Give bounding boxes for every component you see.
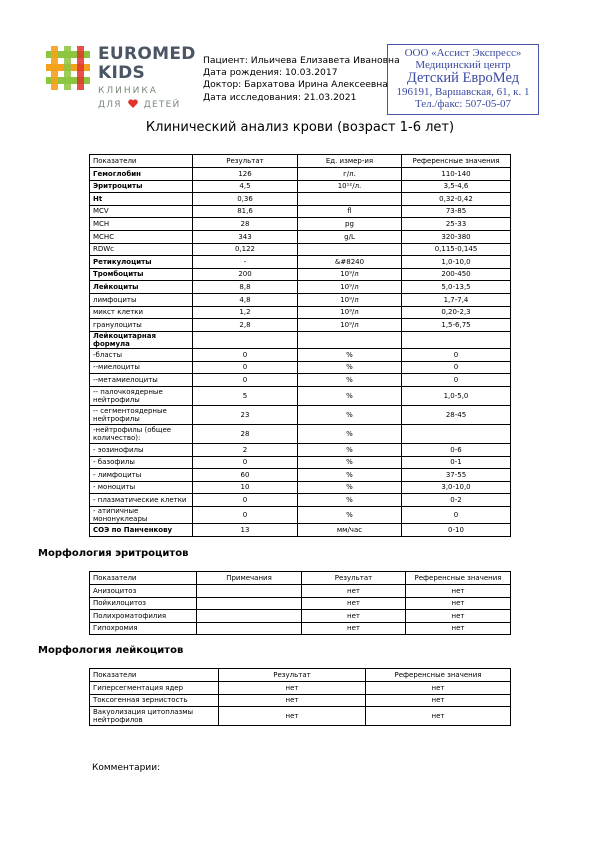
table-row	[90, 469, 511, 482]
table-cell: мм/час	[298, 524, 402, 537]
leuko-table-body	[90, 682, 511, 726]
document-title: Клинический анализ крови (возраст 1-6 лет)	[145, 120, 455, 135]
table-row	[90, 180, 511, 193]
table-row	[90, 682, 511, 695]
table-cell: 10⁹/л	[298, 293, 402, 306]
table-cell: 10⁹/л	[298, 319, 402, 332]
table-cell: 10⁹/л	[298, 268, 402, 281]
stamp-line1: ООО «Ассист Экспресс»	[404, 47, 522, 59]
table-cell: нет	[219, 694, 366, 707]
table-cell: 0	[193, 374, 298, 387]
table-cell: 13	[193, 524, 298, 537]
table-cell: %	[298, 361, 402, 374]
table-row	[90, 230, 511, 243]
table-row	[90, 386, 511, 405]
table-cell: 0	[402, 349, 511, 362]
table-row	[90, 506, 511, 523]
table-cell: Гемоглобин	[90, 168, 193, 181]
patient-name: Пациент: Ильичева Елизавета Ивановна	[203, 55, 400, 66]
table-cell: --метамиелоциты	[90, 374, 193, 387]
table-cell	[193, 331, 298, 348]
table-cell	[298, 331, 402, 348]
table-row	[90, 494, 511, 507]
table-cell: нет	[406, 597, 511, 610]
table-cell: 0-6	[402, 443, 511, 456]
table-cell: 0,20-2,3	[402, 306, 511, 319]
table-row	[90, 443, 511, 456]
table-cell: - лимфоциты	[90, 469, 193, 482]
brand-name-line1: EUROMED	[98, 44, 196, 64]
table-row	[90, 610, 511, 623]
table-cell: 2	[193, 443, 298, 456]
table-cell: fl	[298, 205, 402, 218]
tagline-word-for: ДЛЯ	[98, 100, 122, 110]
stamp-line2: Медицинский центр	[415, 59, 511, 71]
table-cell: Анизоцитоз	[90, 585, 197, 598]
table-cell: Гиперсегментация ядер	[90, 682, 219, 695]
euromed-kids-logo	[46, 44, 196, 116]
blood-table-body	[90, 168, 511, 537]
leuko-morphology-table	[89, 668, 511, 726]
table-row	[90, 331, 511, 348]
table-cell: MCH	[90, 218, 193, 231]
table-cell: 23	[193, 405, 298, 424]
table-cell: 0	[193, 349, 298, 362]
table-cell: 8,8	[193, 281, 298, 294]
table-cell: 10¹²/л.	[298, 180, 402, 193]
table-cell: 0,122	[193, 243, 298, 256]
comments-label: Комментарии:	[92, 763, 161, 773]
table-cell: 200-450	[402, 268, 511, 281]
table-cell: 343	[193, 230, 298, 243]
table-row	[90, 481, 511, 494]
table-cell	[298, 243, 402, 256]
stamp-line3: Детский ЕвроМед	[406, 70, 520, 86]
table-cell: 0-10	[402, 524, 511, 537]
table-cell: 81,6	[193, 205, 298, 218]
erythro-section-title: Морфология эритроцитов	[38, 548, 189, 559]
table-cell: г/л.	[298, 168, 402, 181]
table-cell: g/L	[298, 230, 402, 243]
table-cell: нет	[219, 707, 366, 726]
table-cell: 10⁹/л	[298, 306, 402, 319]
table-cell: -нейтрофилы (общее количество):	[90, 424, 193, 443]
table-cell: %	[298, 349, 402, 362]
table-row	[90, 374, 511, 387]
brand-tagline-line2	[98, 99, 180, 110]
table-cell: %	[298, 374, 402, 387]
header-cell: Результат	[302, 572, 406, 585]
table-cell: 4,8	[193, 293, 298, 306]
table-cell: 3,5-4,6	[402, 180, 511, 193]
table-row	[90, 707, 511, 726]
table-cell: %	[298, 469, 402, 482]
table-cell: 0-1	[402, 456, 511, 469]
table-cell: нет	[302, 585, 406, 598]
table-row	[90, 243, 511, 256]
table-header-row	[90, 669, 511, 682]
table-header-row	[90, 155, 511, 168]
table-cell: 5,0-13,5	[402, 281, 511, 294]
table-cell: 200	[193, 268, 298, 281]
table-cell: 0,32-0,42	[402, 193, 511, 206]
table-cell: --миелоциты	[90, 361, 193, 374]
header-cell: Референсные значения	[366, 669, 511, 682]
table-cell: 0-2	[402, 494, 511, 507]
table-cell	[298, 193, 402, 206]
patient-info	[203, 55, 400, 104]
header-cell: Результат	[193, 155, 298, 168]
table-cell: - плазматические клетки	[90, 494, 193, 507]
table-row	[90, 585, 511, 598]
table-row	[90, 281, 511, 294]
table-cell: 0	[402, 374, 511, 387]
table-cell: лимфоциты	[90, 293, 193, 306]
table-row	[90, 256, 511, 269]
table-row	[90, 193, 511, 206]
table-row	[90, 168, 511, 181]
table-cell: 10	[193, 481, 298, 494]
header-cell: Референсные значения	[402, 155, 511, 168]
table-cell: 0,36	[193, 193, 298, 206]
table-cell	[197, 585, 302, 598]
table-cell: нет	[366, 707, 511, 726]
table-cell: 320-380	[402, 230, 511, 243]
table-cell: 1,5-6,75	[402, 319, 511, 332]
table-row	[90, 597, 511, 610]
table-row	[90, 306, 511, 319]
table-cell: 28	[193, 218, 298, 231]
table-cell: Полихроматофилия	[90, 610, 197, 623]
table-cell: 110-140	[402, 168, 511, 181]
table-cell: 0	[193, 361, 298, 374]
table-row	[90, 268, 511, 281]
patient-birth-date: Дата рождения: 10.03.2017	[203, 67, 338, 79]
table-cell	[197, 622, 302, 635]
leuko-section-title: Морфология лейкоцитов	[38, 645, 184, 656]
table-cell: 3,0-10,0	[402, 481, 511, 494]
table-cell: RDWc	[90, 243, 193, 256]
clinic-stamp	[387, 44, 539, 115]
table-cell: %	[298, 494, 402, 507]
header-cell: Ед. измер-ия	[298, 155, 402, 168]
table-row	[90, 218, 511, 231]
stamp-line5: Тел./факс: 507-05-07	[414, 98, 512, 110]
table-cell: 10⁹/л	[298, 281, 402, 294]
table-cell: 28-45	[402, 405, 511, 424]
table-cell: Тромбоциты	[90, 268, 193, 281]
table-cell: гранулоциты	[90, 319, 193, 332]
brand-name-line2: KIDS	[98, 63, 146, 83]
table-row	[90, 361, 511, 374]
table-cell: 126	[193, 168, 298, 181]
table-row	[90, 524, 511, 537]
table-cell: 28	[193, 424, 298, 443]
table-cell: 25-33	[402, 218, 511, 231]
table-cell: нет	[366, 694, 511, 707]
table-cell: нет	[406, 622, 511, 635]
table-cell: Гипохромия	[90, 622, 197, 635]
table-cell: 1,0-5,0	[402, 386, 511, 405]
table-cell: %	[298, 443, 402, 456]
table-cell: %	[298, 506, 402, 523]
table-cell: нет	[406, 610, 511, 623]
table-cell: Ретикулоциты	[90, 256, 193, 269]
table-cell: pg	[298, 218, 402, 231]
erythro-table-body	[90, 585, 511, 635]
doctor-name: Доктор: Бархатова Ирина Алексеевна	[203, 79, 388, 91]
table-cell: MCHC	[90, 230, 193, 243]
table-cell: - базофилы	[90, 456, 193, 469]
table-row	[90, 424, 511, 443]
table-cell: %	[298, 405, 402, 424]
table-cell: 1,2	[193, 306, 298, 319]
table-cell: -бласты	[90, 349, 193, 362]
table-row	[90, 405, 511, 424]
table-cell: Лейкоциты	[90, 281, 193, 294]
study-date: Дата исследования: 21.03.2021	[203, 91, 357, 103]
table-cell: - эозинофилы	[90, 443, 193, 456]
table-row	[90, 456, 511, 469]
table-cell	[197, 610, 302, 623]
table-row	[90, 694, 511, 707]
table-cell	[402, 331, 511, 348]
table-cell	[402, 424, 511, 443]
tagline-word-children: ДЕТЕЙ	[143, 100, 181, 110]
table-cell: %	[298, 424, 402, 443]
table-header-row	[90, 572, 511, 585]
table-cell: 1,0-10,0	[402, 256, 511, 269]
table-cell: -- палочкоядерные нейтрофилы	[90, 386, 193, 405]
table-cell: - атипичные мононуклеары	[90, 506, 193, 523]
header-cell: Показатели	[90, 572, 197, 585]
table-cell: микст клетки	[90, 306, 193, 319]
table-row	[90, 622, 511, 635]
table-cell: 73-85	[402, 205, 511, 218]
header-cell: Референсные значения	[406, 572, 511, 585]
table-cell: нет	[406, 585, 511, 598]
header-cell: Результат	[219, 669, 366, 682]
table-cell: 0	[193, 494, 298, 507]
table-cell: нет	[302, 597, 406, 610]
table-cell: 0	[193, 506, 298, 523]
table-cell: %	[298, 481, 402, 494]
table-cell: Эритроциты	[90, 180, 193, 193]
plaid-logo-icon	[46, 46, 90, 90]
table-cell	[197, 597, 302, 610]
table-cell: нет	[366, 682, 511, 695]
table-cell: %	[298, 386, 402, 405]
table-row	[90, 319, 511, 332]
table-row	[90, 349, 511, 362]
table-cell: 0,115-0,145	[402, 243, 511, 256]
table-cell: 0	[402, 506, 511, 523]
table-cell: Ht	[90, 193, 193, 206]
table-cell: СОЭ по Панченкову	[90, 524, 193, 537]
table-cell: 0	[402, 361, 511, 374]
table-row	[90, 293, 511, 306]
brand-tagline-line1: КЛИНИКА	[98, 86, 158, 96]
table-cell: -	[193, 256, 298, 269]
table-cell: -- сегментоядерные нейтрофилы	[90, 405, 193, 424]
table-cell: 37-55	[402, 469, 511, 482]
table-cell: нет	[219, 682, 366, 695]
table-cell: %	[298, 456, 402, 469]
table-cell: 0	[193, 456, 298, 469]
header-cell: Показатели	[90, 669, 219, 682]
table-cell: нет	[302, 622, 406, 635]
table-cell: - моноциты	[90, 481, 193, 494]
table-cell: Лейкоцитарная формула	[90, 331, 193, 348]
table-cell: 4,5	[193, 180, 298, 193]
table-cell: 2,8	[193, 319, 298, 332]
blood-analysis-table	[89, 154, 511, 537]
table-cell: &#8240	[298, 256, 402, 269]
heart-icon	[128, 99, 138, 108]
table-cell: Вакуолизация цитоплазмы нейтрофилов	[90, 707, 219, 726]
table-cell: 60	[193, 469, 298, 482]
table-cell: Токсогенная зернистость	[90, 694, 219, 707]
erythro-morphology-table	[89, 571, 511, 635]
stamp-line4: 196191, Варшавская, 61, к. 1	[396, 86, 530, 98]
table-cell: 5	[193, 386, 298, 405]
header-cell: Примечания	[197, 572, 302, 585]
table-cell: MCV	[90, 205, 193, 218]
table-cell: 1,7-7,4	[402, 293, 511, 306]
table-cell: Пойкилоцитоз	[90, 597, 197, 610]
table-cell: нет	[302, 610, 406, 623]
table-row	[90, 205, 511, 218]
header-cell: Показатели	[90, 155, 193, 168]
